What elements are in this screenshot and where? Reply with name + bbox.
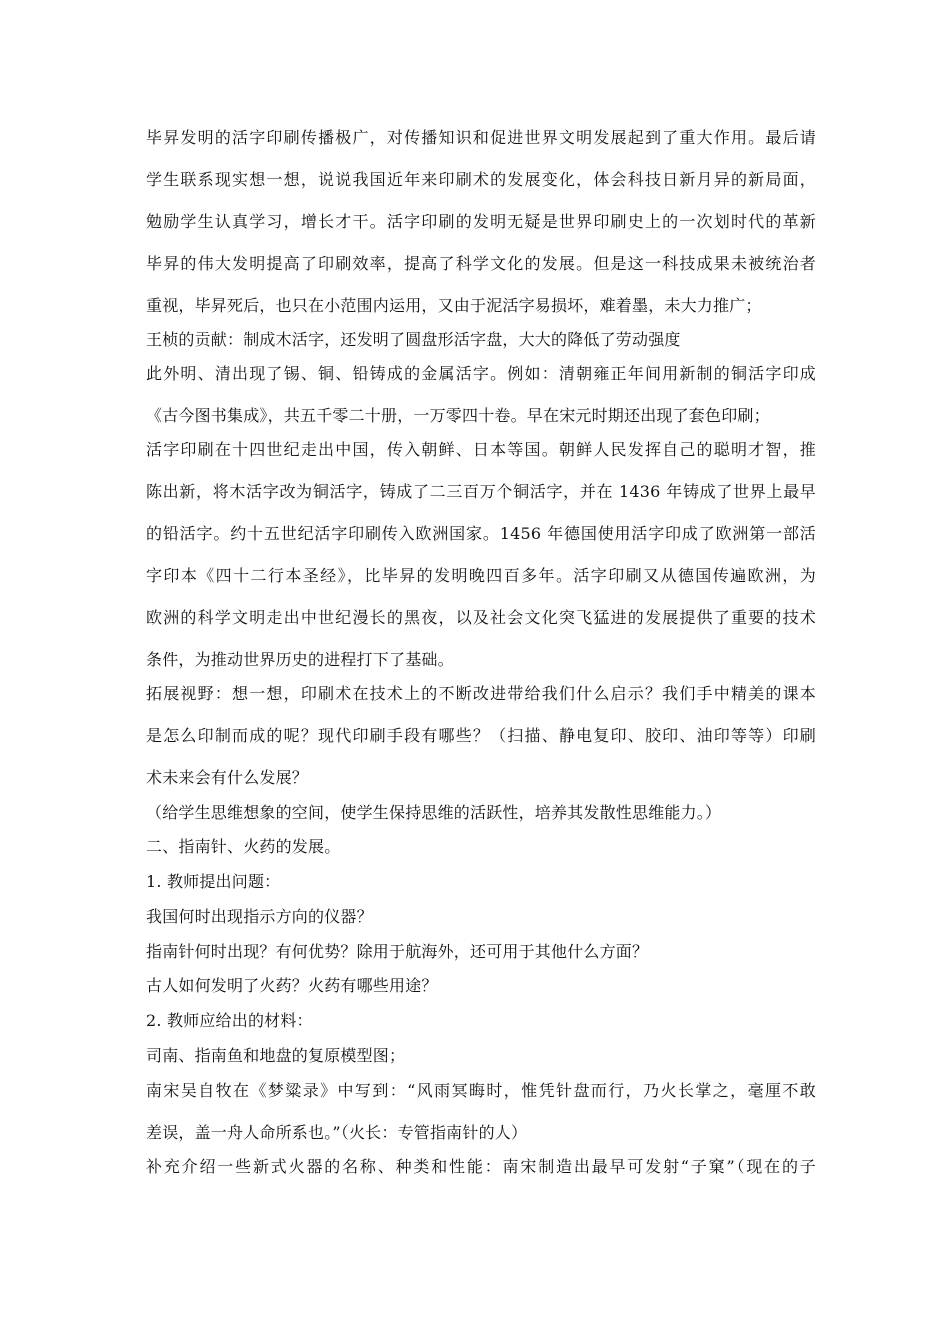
text-line: 重视，毕昇死后，也只在小范围内运用，又由于泥活字易损坏，难着墨，未大力推广；	[146, 296, 762, 315]
text-line: 《古今图书集成》，共五千零二十册，一万零四十卷。早在宋元时期还出现了套色印刷；	[146, 406, 770, 425]
text-line: 勉励学生认真学习，增长才干。活字印刷的发明无疑是世界印刷史上的一次划时代的革新	[146, 212, 816, 231]
text-line: 的铅活字。约十五世纪活字印刷传入欧洲国家。1456 年德国使用活字印成了欧洲第一部活	[146, 524, 816, 543]
text-line: 毕昇发明的活字印刷传播极广，对传播知识和促进世界文明发展起到了重大作用。最后请	[146, 128, 816, 147]
section-heading: 二、指南针、火药的发展。	[146, 837, 341, 856]
text-line: 差误，盖一舟人命所系也。”（火长：专管指南针的人）	[146, 1123, 528, 1142]
text-line: 术未来会有什么发展？	[146, 768, 309, 787]
text-line: 毕昇的伟大发明提高了印刷效率，提高了科学文化的发展。但是这一科技成果未被统治者	[146, 254, 816, 273]
text-line: （给学生思维想象的空间，使学生保持思维的活跃性，培养其发散性思维能力。）	[146, 803, 722, 822]
text-line: 欧洲的科学文明走出中世纪漫长的黑夜，以及社会文化突飞猛进的发展提供了重要的技术	[146, 608, 816, 627]
text-line: 拓展视野：想一想，印刷术在技术上的不断改进带给我们什么启示？我们手中精美的课本	[146, 684, 816, 703]
text-line: 此外明、清出现了锡、铜、铅铸成的金属活字。例如：清朝雍正年间用新制的铜活字印成	[146, 364, 816, 383]
text-line: 条件，为推动世界历史的进程打下了基础。	[146, 650, 454, 669]
text-line: 字印本《四十二行本圣经》，比毕昇的发明晚四百多年。活字印刷又从德国传遍欧洲，为	[146, 566, 816, 585]
text-line: 我国何时出现指示方向的仪器？	[146, 907, 373, 926]
text-line: 王桢的贡献：制成木活字，还发明了圆盘形活字盘，大大的降低了劳动强度	[146, 330, 681, 349]
text-line: 司南、指南鱼和地盘的复原模型图；	[146, 1046, 406, 1065]
text-line: 活字印刷在十四世纪走出中国，传入朝鲜、日本等国。朝鲜人民发挥自己的聪明才智，推	[146, 440, 816, 459]
text-line: 古人如何发明了火药？火药有哪些用途？	[146, 976, 438, 995]
text-line: 是怎么印制而成的呢？现代印刷手段有哪些？（扫描、静电复印、胶印、油印等等）印刷	[146, 726, 816, 745]
text-line: 陈出新，将木活字改为铜活字，铸成了二三百万个铜活字，并在 1436 年铸成了世界上最早	[146, 482, 816, 501]
text-line: 2. 教师应给出的材料：	[146, 1011, 313, 1030]
text-line: 1. 教师提出问题：	[146, 872, 281, 891]
text-line: 补充介绍一些新式火器的名称、种类和性能：南宋制造出最早可发射“子窠”（现在的子	[146, 1157, 816, 1176]
text-line: 指南针何时出现？有何优势？除用于航海外，还可用于其他什么方面？	[146, 942, 649, 961]
text-line: 学生联系现实想一想，说说我国近年来印刷术的发展变化，体会科技日新月异的新局面，	[146, 170, 816, 189]
text-line: 南宋吴自牧在《梦粱录》中写到：“风雨冥晦时，惟凭针盘而行，乃火长掌之，毫厘不敢	[146, 1081, 816, 1100]
